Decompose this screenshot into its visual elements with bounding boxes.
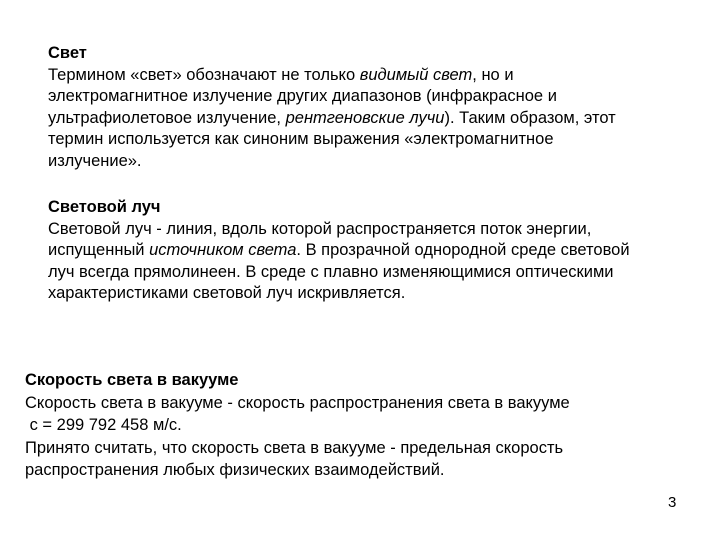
section-ray-title: Световой луч — [48, 198, 161, 216]
section-speed-line-4: распространения любых физических взаимодействий. — [25, 461, 445, 479]
section-light-line-3: ультрафиолетовое излучение, рентгеновские лучи). Таким образом, этот — [48, 108, 616, 127]
section-speed — [25, 369, 665, 482]
section-light-line-5: излучение». — [48, 151, 142, 170]
section-light-line-2: электромагнитное излучение других диапазонов (инфракрасное и — [48, 87, 557, 105]
section-light — [48, 43, 688, 172]
section-ray-line-3: луч всегда прямолинеен. В среде с плавно изменяющимися оптическими — [48, 262, 614, 281]
section-light-line-1: Термином «свет» обозначают не только видимый свет, но и — [48, 65, 514, 84]
section-ray-line-4: характеристиками световой луч искривляется. — [48, 284, 406, 302]
section-light-line-4: термин используется как синоним выражения «электромагнитное — [48, 130, 554, 148]
section-light-title: Свет — [48, 44, 87, 62]
section-speed-line-1: Скорость света в вакууме - скорость распространения света в вакууме — [25, 393, 570, 412]
section-speed-line-2: с = 299 792 458 м/с. — [25, 416, 182, 434]
term-visible-light: видимый свет — [359, 65, 473, 84]
term-light-source: источником света — [149, 241, 297, 259]
page-number: 3 — [668, 494, 677, 511]
section-speed-title: Скорость света в вакууме — [25, 371, 239, 389]
section-ray-line-1: Световой луч - линия, вдоль которой распространяется поток энергии, — [48, 219, 592, 238]
term-x-rays: рентгеновские лучи — [285, 108, 445, 127]
section-speed-line-3: Принято считать, что скорость света в вакууме - предельная скорость — [25, 438, 564, 457]
section-ray — [48, 197, 688, 305]
section-ray-line-2: испущенный источником света. В прозрачной однородной среде световой — [48, 241, 630, 259]
